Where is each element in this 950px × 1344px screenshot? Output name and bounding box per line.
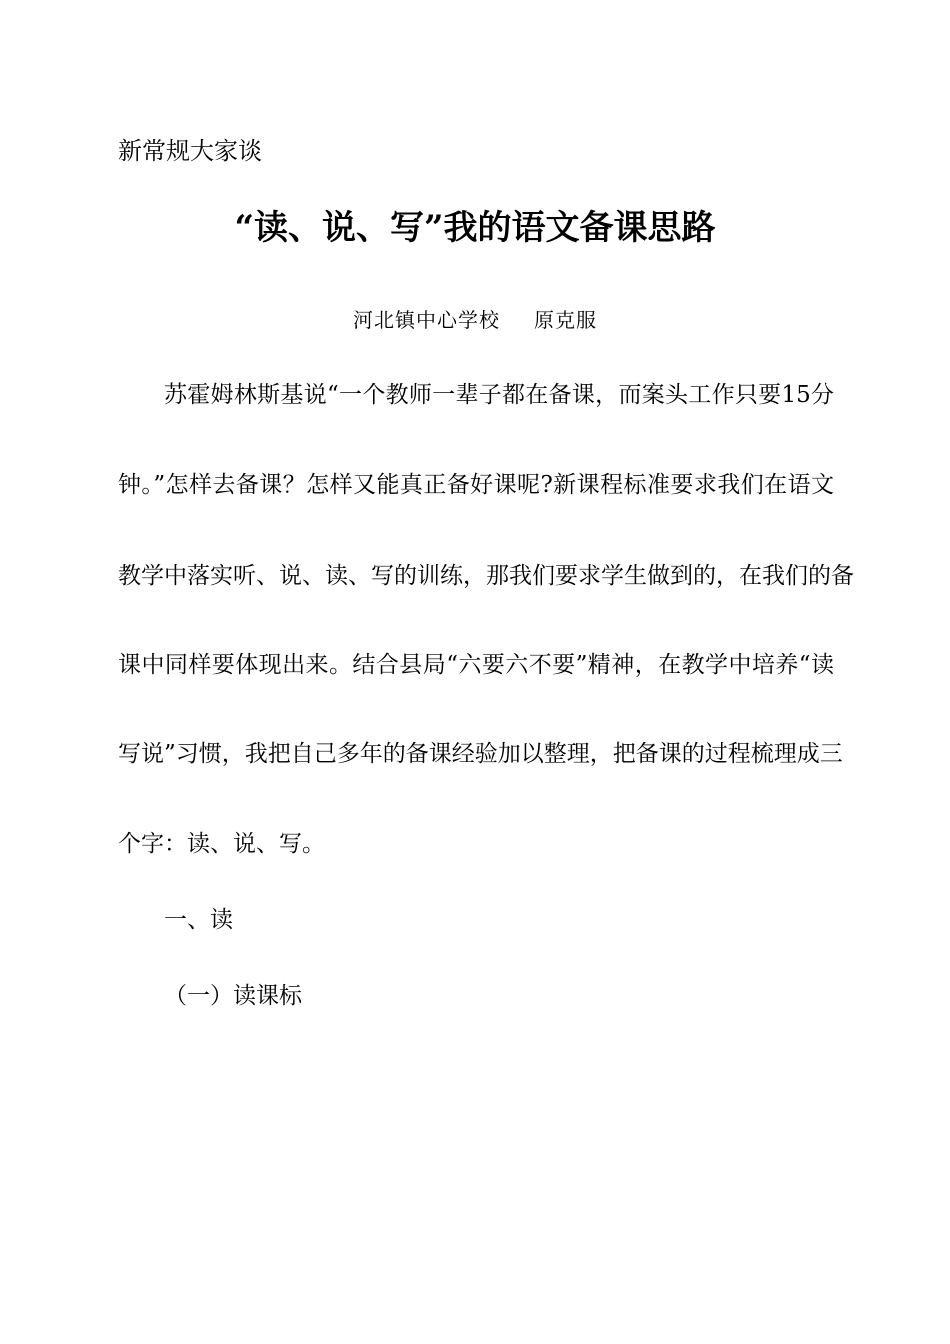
intro-paragraph-line: 苏霍姆林斯基说“一个教师一辈子都在备课，而案头工作只要15分 [164,382,834,408]
byline-author: 原克服 [534,308,597,332]
intro-paragraph-line: 个字：读、说、写。 [118,831,325,857]
intro-paragraph-line: 钟。”怎样去备课？怎样又能真正备好课呢?新课程标准要求我们在语文 [118,472,834,498]
subsection-heading: （一）读课标 [164,983,302,1009]
byline-school: 河北镇中心学校 [353,308,500,332]
intro-paragraph-line: 课中同样要体现出来。结合县局“六要六不要”精神，在教学中培养“读 [118,652,834,678]
article-title: “读、说、写”我的语文备课思路 [234,208,716,248]
section-heading: 一、读 [164,907,233,933]
byline [0,305,950,335]
column-label: 新常规大家谈 [118,137,262,165]
intro-paragraph-line: 教学中落实听、说、读、写的训练，那我们要求学生做到的，在我们的备 [118,563,854,589]
intro-paragraph-line: 写说”习惯，我把自己多年的备课经验加以整理，把备课的过程梳理成三 [118,741,843,767]
